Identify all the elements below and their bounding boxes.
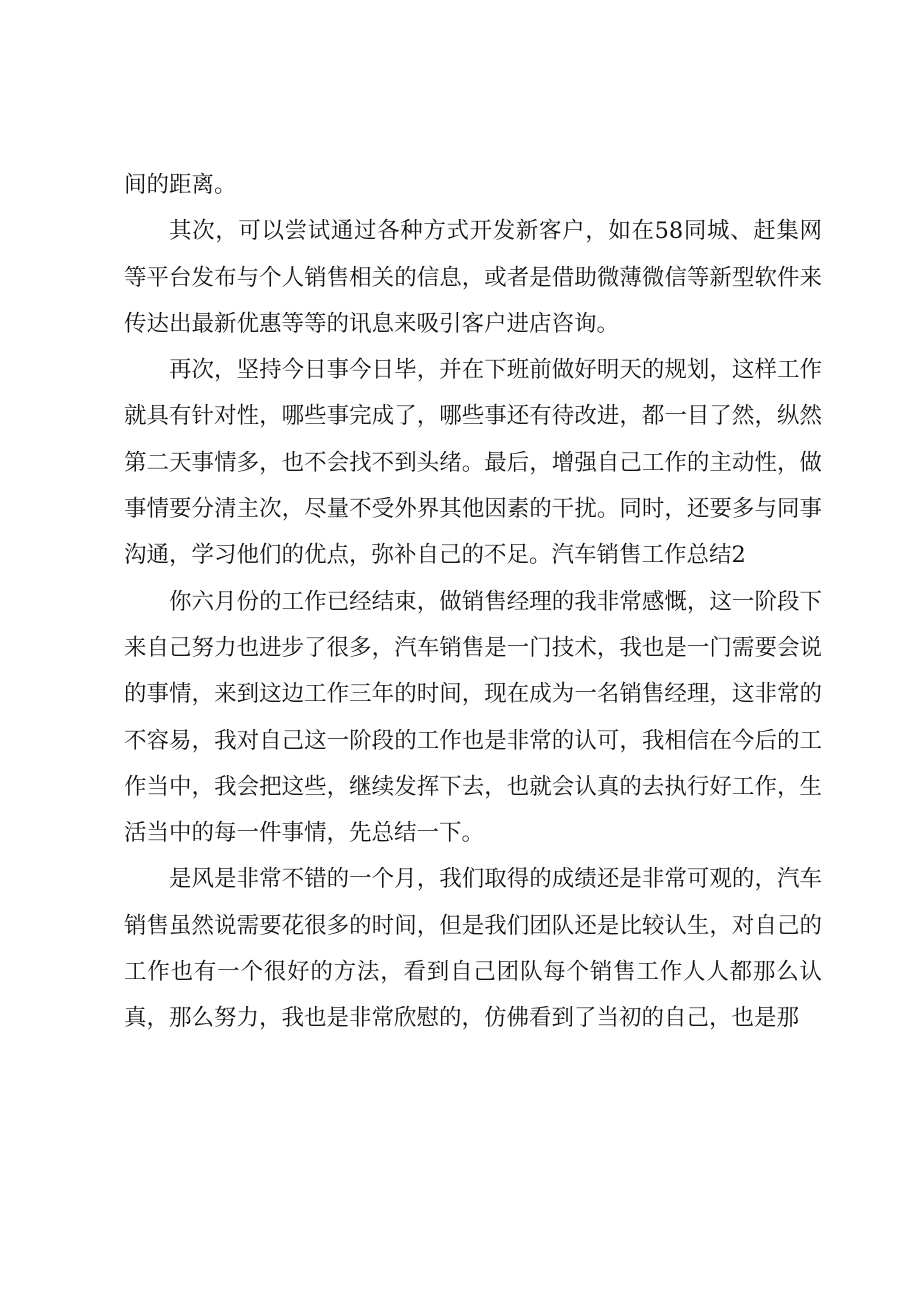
- document-body: [124, 162, 822, 1042]
- paragraph-1: 间的距离。: [124, 172, 237, 198]
- paragraph-4: 你六月份的工作已经结束，做销售经理的我非常感慨，这一阶段下来自己努力也进步了很多，汽车销售是一门技术，我也是一门需要会说的事情，来到这边工作三年的时间，现在成为一名销售经理，这非常的不容易，我对自己这一阶段的工作也是非常的认可，我相信在今后的工作当中，我会把这些，继续发挥下去，也就会认真的去执行好工作，生活当中的每一件事情，先总结一下。: [124, 588, 822, 847]
- paragraph-2: 其次，可以尝试通过各种方式开发新客户，如在58同城、赶集网等平台发布与个人销售相关的信息，或者是借助微薄微信等新型软件来传达出最新优惠等等的讯息来吸引客户进店咨询。: [124, 218, 822, 337]
- paragraph-5: 是风是非常不错的一个月，我们取得的成绩还是非常可观的，汽车销售虽然说需要花很多的时间，但是我们团队还是比较认生，对自己的工作也有一个很好的方法，看到自己团队每个销售工作人人都那么认真，那么努力，我也是非常欣慰的，仿佛看到了当初的自己，也是那: [124, 866, 822, 1032]
- paragraph-3: 再次，坚持今日事今日毕，并在下班前做好明天的规划，这样工作就具有针对性，哪些事完成了，哪些事还有待改进，都一目了然，纵然第二天事情多，也不会找不到头绪。最后，增强自己工作的主动性，做事情要分清主次，尽量不受外界其他因素的干扰。同时，还要多与同事沟通，学习他们的优点，弥补自己的不足。汽车销售工作总结2: [124, 357, 822, 569]
